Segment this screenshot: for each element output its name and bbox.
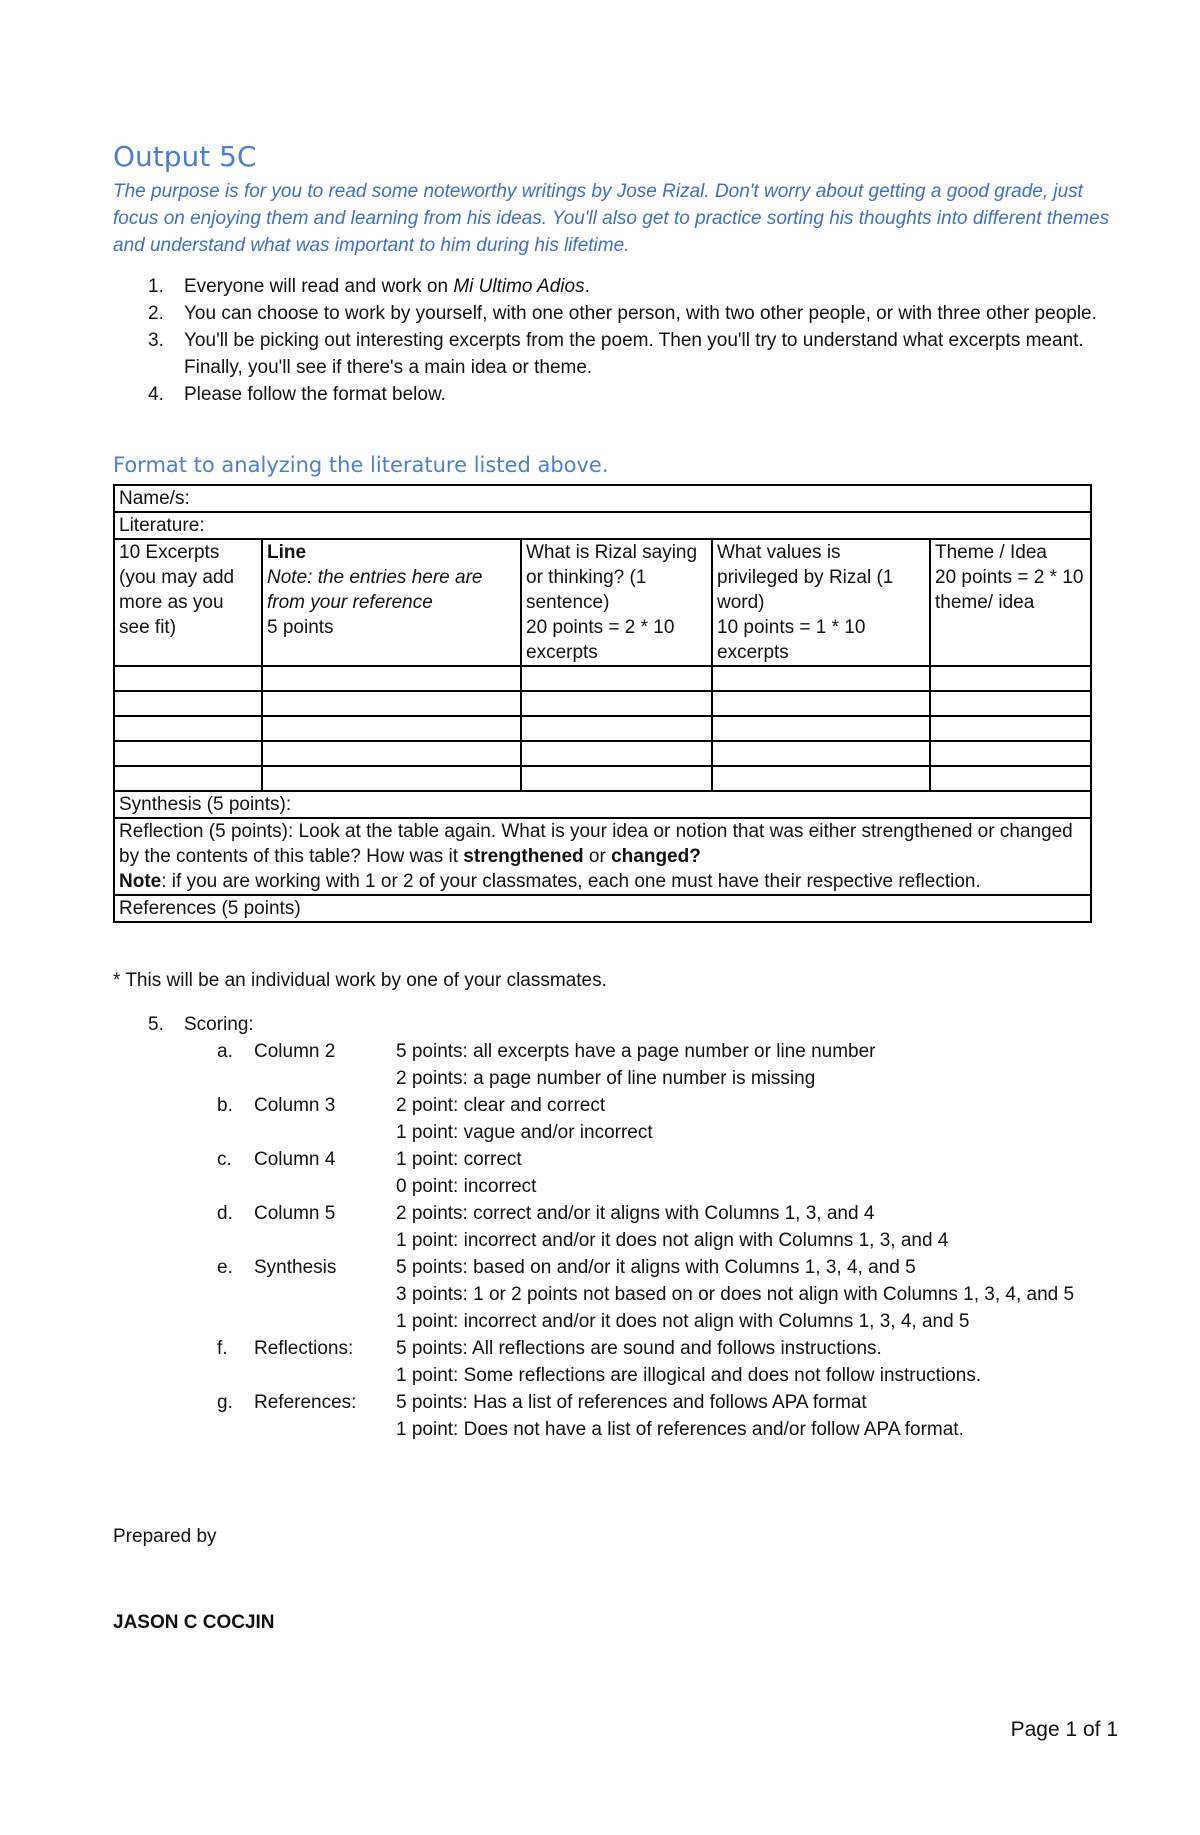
instruction-number: 2. <box>148 303 164 324</box>
names-cell: Name/s: <box>114 485 1091 512</box>
scoring-heading <box>113 1011 1123 1038</box>
table-cell[interactable] <box>930 666 1091 691</box>
scoring-line: 2 point: clear and correct <box>396 1095 606 1116</box>
table-cell[interactable] <box>712 766 930 791</box>
table-cell[interactable] <box>114 741 262 766</box>
instruction-item <box>113 273 1113 300</box>
header-theme-points: 20 points = 2 * 10 theme/ idea <box>935 567 1084 613</box>
instruction-text: Everyone will read and work on <box>184 276 454 297</box>
scoring-line: 1 point: correct <box>396 1149 522 1170</box>
table-cell[interactable] <box>521 741 712 766</box>
header-values-points: 10 points = 1 * 10 excerpts <box>717 617 866 663</box>
prepared-by-label: Prepared by <box>113 1526 217 1547</box>
header-rizal-saying-points: 20 points = 2 * 10 excerpts <box>526 617 675 663</box>
intro-paragraph: The purpose is for you to read some noteworthy writings by Jose Rizal. Don't worry about getting a good grade, just focus on enjoying them and learning from his ideas. You'll also get to practice sorting his thoughts into different themes and understand what was important to him during his lifetime. <box>113 181 1110 256</box>
instruction-item <box>113 300 1113 327</box>
format-heading: Format to analyzing the literature listed above. <box>113 453 609 477</box>
reflection-question-mark: ? <box>689 846 701 867</box>
table-row <box>114 895 1091 922</box>
table-cell[interactable] <box>262 766 521 791</box>
instruction-item <box>113 327 1113 381</box>
scoring-letter: g. <box>217 1392 233 1413</box>
table-cell[interactable] <box>521 766 712 791</box>
reflection-changed: changed <box>611 846 690 867</box>
scoring-line: 1 point: Does not have a list of references and/or follow APA format. <box>396 1419 964 1440</box>
scoring-item <box>113 1092 1123 1146</box>
footnote: * This will be an individual work by one of your classmates. <box>113 970 607 991</box>
scoring-line: 5 points: Has a list of references and follows APA format <box>396 1392 867 1413</box>
scoring-item <box>113 1389 1123 1443</box>
scoring-line: 3 points: 1 or 2 points not based on or does not align with Columns 1, 3, 4, and 5 <box>396 1284 1075 1305</box>
scoring-letter: a. <box>217 1041 233 1062</box>
table-cell[interactable] <box>712 716 930 741</box>
analysis-format-table <box>113 484 1092 923</box>
scoring-item <box>113 1335 1123 1389</box>
table-row <box>114 818 1091 895</box>
scoring-label: Column 5 <box>254 1203 336 1224</box>
table-cell[interactable] <box>930 766 1091 791</box>
author-name: JASON C COCJIN <box>113 1612 275 1633</box>
instruction-text-end: . <box>584 276 590 297</box>
scoring-title: Scoring: <box>184 1014 254 1035</box>
table-cell[interactable] <box>712 691 930 716</box>
table-cell[interactable] <box>521 666 712 691</box>
scoring-letter: f. <box>217 1338 228 1359</box>
scoring-letter: d. <box>217 1203 233 1224</box>
header-line-points: 5 points <box>267 617 334 638</box>
table-row <box>114 791 1091 818</box>
scoring-label: Column 4 <box>254 1149 336 1170</box>
header-line <box>262 539 521 666</box>
scoring-line: 2 points: correct and/or it aligns with Columns 1, 3, and 4 <box>396 1203 875 1224</box>
instruction-number: 4. <box>148 384 164 405</box>
table-row <box>114 691 1091 716</box>
instruction-item <box>113 381 1113 408</box>
synthesis-cell: Synthesis (5 points): <box>114 791 1091 818</box>
table-cell[interactable] <box>114 666 262 691</box>
scoring-label: References: <box>254 1392 357 1413</box>
scoring-line: 0 point: incorrect <box>396 1176 537 1197</box>
references-cell: References (5 points) <box>114 895 1091 922</box>
table-cell[interactable] <box>521 691 712 716</box>
scoring-label: Synthesis <box>254 1257 337 1278</box>
scoring-item <box>113 1254 1123 1335</box>
table-header-row <box>114 539 1091 666</box>
header-rizal-saying-text: What is Rizal saying or thinking? (1 sentence) <box>526 542 698 613</box>
scoring-line: 1 point: incorrect and/or it does not align with Columns 1, 3, and 4 <box>396 1230 949 1251</box>
table-cell[interactable] <box>114 691 262 716</box>
header-values-text: What values is privileged by Rizal (1 word) <box>717 542 894 613</box>
header-values <box>712 539 930 666</box>
scoring-label: Column 3 <box>254 1095 336 1116</box>
scoring-letter: e. <box>217 1257 233 1278</box>
scoring-line: 5 points: All reflections are sound and follows instructions. <box>396 1338 882 1359</box>
poem-title: Mi Ultimo Adios <box>453 276 585 297</box>
scoring-line: 1 point: Some reflections are illogical and does not follow instructions. <box>396 1365 982 1386</box>
header-excerpts: 10 Excerpts (you may add more as you see fit) <box>114 539 262 666</box>
table-row <box>114 666 1091 691</box>
scoring-line: 5 points: based on and/or it aligns with Columns 1, 3, 4, and 5 <box>396 1257 916 1278</box>
reflection-or: or <box>583 846 612 867</box>
literature-cell: Literature: <box>114 512 1091 539</box>
header-line-title: Line <box>267 542 307 563</box>
table-cell[interactable] <box>262 666 521 691</box>
reflection-note: : if you are working with 1 or 2 of your classmates, each one must have their respective reflection. <box>161 871 981 892</box>
header-line-note: Note: the entries here are from your reference <box>267 567 483 613</box>
table-cell[interactable] <box>521 716 712 741</box>
page-number: Page 1 of 1 <box>1010 1718 1118 1741</box>
table-cell[interactable] <box>712 666 930 691</box>
header-theme-text: Theme / Idea <box>935 542 1047 563</box>
scoring-letter: c. <box>217 1149 232 1170</box>
scoring-label: Column 2 <box>254 1041 336 1062</box>
instruction-number: 3. <box>148 330 164 351</box>
table-row <box>114 741 1091 766</box>
table-row <box>114 766 1091 791</box>
scoring-item <box>113 1200 1123 1254</box>
scoring-item <box>113 1146 1123 1200</box>
reflection-cell <box>114 818 1091 895</box>
scoring-letter: b. <box>217 1095 233 1116</box>
table-cell[interactable] <box>930 741 1091 766</box>
instruction-number: 1. <box>148 276 164 297</box>
instruction-text: Please follow the format below. <box>184 384 446 405</box>
table-cell[interactable] <box>114 716 262 741</box>
scoring-item <box>113 1038 1123 1092</box>
reflection-text: Reflection (5 points): Look at the table again. What is your idea or notion that was either strengthened or changed by the contents of this table? How was it <box>119 821 1073 867</box>
scoring-number: 5. <box>148 1014 164 1035</box>
instruction-text: You can choose to work by yourself, with one other person, with two other people, or with three other people. <box>184 303 1097 324</box>
scoring-line: 2 points: a page number of line number is missing <box>396 1068 816 1089</box>
table-cell[interactable] <box>262 716 521 741</box>
table-cell[interactable] <box>712 741 930 766</box>
table-cell[interactable] <box>114 766 262 791</box>
scoring-label: Reflections: <box>254 1338 354 1359</box>
document-title: Output 5C <box>113 140 257 173</box>
reflection-note-label: Note <box>119 871 162 892</box>
table-cell[interactable] <box>930 691 1091 716</box>
header-rizal-saying <box>521 539 712 666</box>
header-theme <box>930 539 1091 666</box>
instruction-text: You'll be picking out interesting excerpts from the poem. Then you'll try to understand what excerpts meant. Finally, you'll see if there's a main idea or theme. <box>184 330 1084 378</box>
scoring-section <box>113 1011 1123 1443</box>
reflection-strengthened: strengthened <box>463 846 584 867</box>
table-row <box>114 485 1091 512</box>
table-row <box>114 716 1091 741</box>
table-row <box>114 512 1091 539</box>
table-cell[interactable] <box>262 691 521 716</box>
scoring-line: 1 point: vague and/or incorrect <box>396 1122 653 1143</box>
scoring-line: 5 points: all excerpts have a page number or line number <box>396 1041 876 1062</box>
instructions-list <box>113 273 1113 408</box>
table-cell[interactable] <box>262 741 521 766</box>
table-cell[interactable] <box>930 716 1091 741</box>
scoring-line: 1 point: incorrect and/or it does not align with Columns 1, 3, 4, and 5 <box>396 1311 970 1332</box>
